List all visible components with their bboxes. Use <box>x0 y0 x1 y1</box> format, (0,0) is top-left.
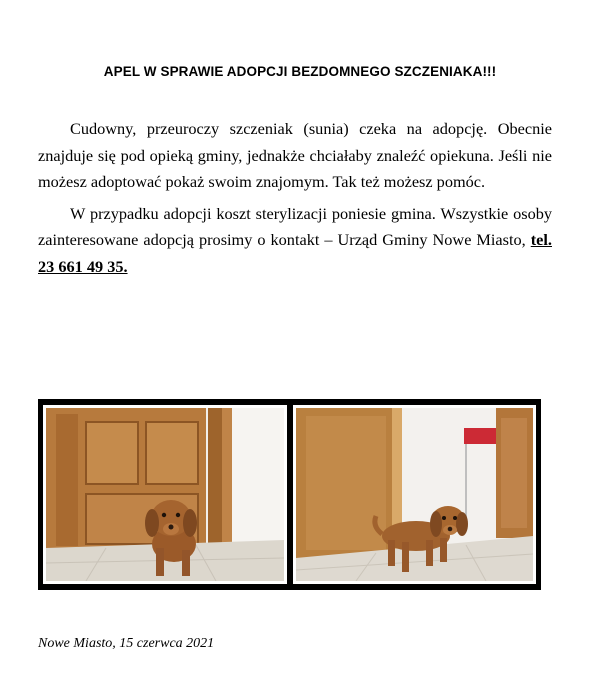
puppy-photo-1-image <box>46 408 284 581</box>
phone-number: tel. 23 661 49 35. <box>38 230 552 276</box>
photo-gallery <box>38 399 541 590</box>
contact-text: W przypadku adopcji koszt sterylizacji poniesie gmina. Wszystkie osoby zainteresowane adopcją prosimy o kontakt – Urząd Gminy Nowe Miasto, <box>38 203 552 249</box>
paragraph-description: Cudowny, przeuroczy szczeniak (sunia) czeka na adopcję. Obecnie znajduje się pod opieką gminy, jednakże chciałaby znaleźć opiekuna. Jeśli nie możesz adoptować pokaż swoim znajomym. Tak też możesz pomóc. <box>38 119 552 191</box>
puppy-photo-2-image <box>296 408 533 581</box>
puppy-photo-door <box>43 405 287 584</box>
document-title: APEL W SPRAWIE ADOPCJI BEZDOMNEGO SZCZENIAKA!!! <box>103 64 497 79</box>
paragraph-contact <box>38 201 552 281</box>
place-and-date: Nowe Miasto, 15 czerwca 2021 <box>38 636 215 651</box>
appeal-text <box>38 116 552 280</box>
puppy-photo-room <box>293 405 536 584</box>
